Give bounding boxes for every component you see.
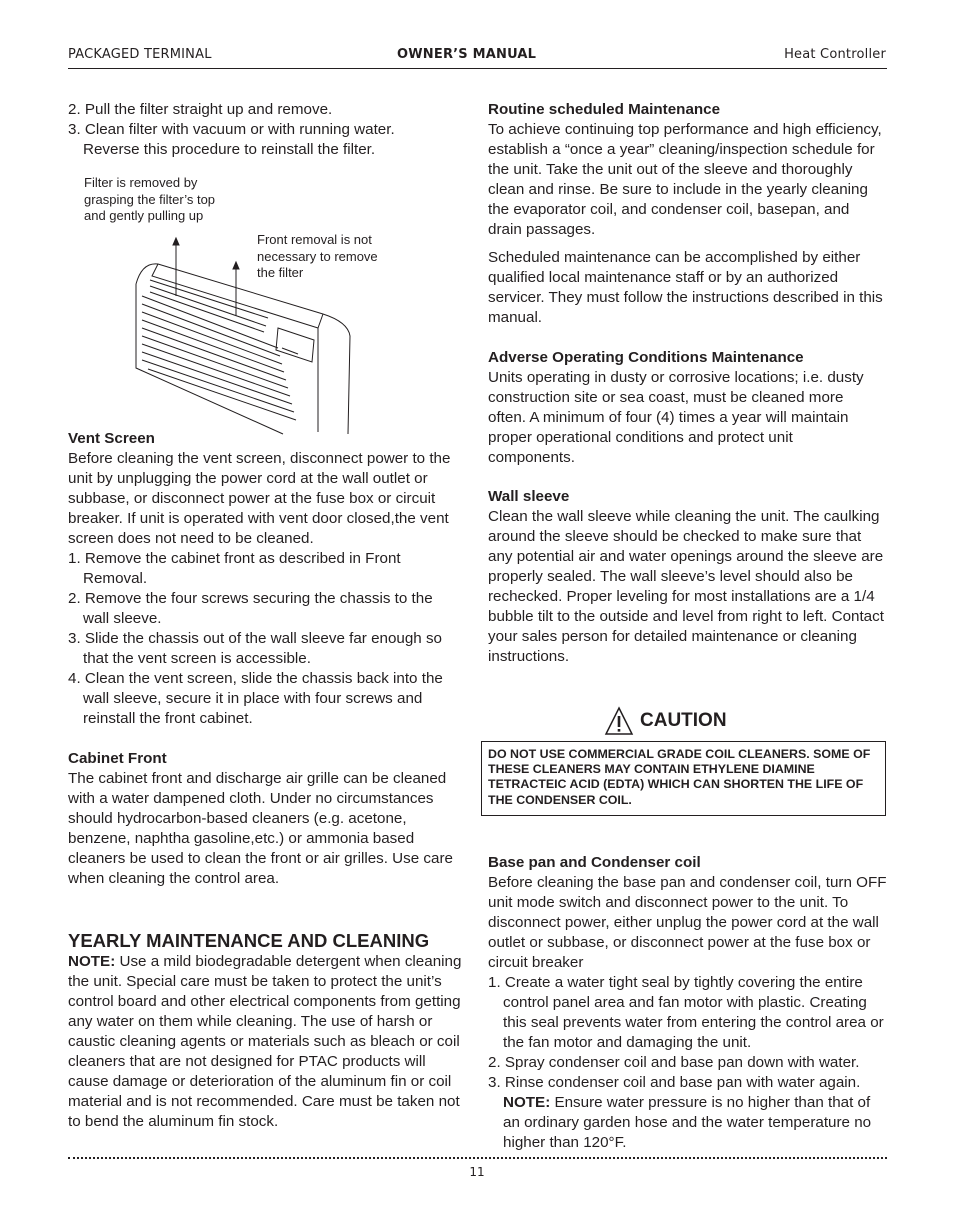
vent-screen-heading: Vent Screen	[68, 430, 155, 447]
footer-rule	[68, 1157, 887, 1159]
base-pan-step-3: 3. Rinse condenser coil and base pan with water again.	[488, 1074, 861, 1091]
caution-header	[604, 706, 727, 736]
base-pan-heading: Base pan and Condenser coil	[488, 854, 701, 871]
note-label: NOTE:	[503, 1094, 551, 1111]
base-pan-step-1: 1. Create a water tight seal by tightly covering the entire control panel area and fan motor with plastic. Creating this seal prevents water from entering the control area or the fan motor and damaging the unit.	[488, 974, 884, 1051]
routine-body-1: To achieve continuing top performance and high efficiency, establish a “once a year” cleaning/inspection schedule for the unit. Take the unit out of the sleeve and thoroughly clean and rinse. Be sure to include in the yearly cleaning the evaporator coil, and condenser coil, basepan, and drain passages.	[488, 121, 882, 238]
base-pan-step-2: 2. Spray condenser coil and base pan down with water.	[488, 1054, 860, 1071]
vent-screen-step: 4. Clean the vent screen, slide the chassis back into the wall sleeve, secure it in place with four screws and reinstall the front cabinet.	[68, 670, 443, 727]
page-number: 11	[469, 1165, 485, 1179]
caution-title: CAUTION	[640, 710, 727, 731]
wall-sleeve-body: Clean the wall sleeve while cleaning the unit. The caulking around the sleeve should be checked to make sure that any potential air and water openings around the sleeve are properly sealed. The wall sleeve’s level should also be rechecked. Proper leveling for most installations are a 1/4 bubble tilt to the outside and level from right to left. Contact your sales person for detailed maintenance or cleaning instructions.	[488, 508, 884, 665]
header-left: PACKAGED TERMINAL	[68, 47, 212, 62]
vent-screen-section	[68, 429, 468, 729]
caution-text: DO NOT USE COMMERCIAL GRADE COIL CLEANERS. SOME OF THESE CLEANERS MAY CONTAIN ETHYLENE DIAMINE TETRACTEIC ACID (EDTA) WHICH CAN SHORTEN THE LIFE OF THE CONDENSER COIL.	[488, 747, 871, 807]
wall-sleeve-heading: Wall sleeve	[488, 488, 570, 505]
header-title: OWNER’S MANUAL	[397, 47, 537, 62]
figure-caption-left: Filter is removed by grasping the filter’s top and gently pulling up	[84, 175, 216, 223]
figure-caption-right: Front removal is not necessary to remove the filter	[257, 232, 378, 280]
header-rule	[68, 68, 887, 69]
base-pan-body: Before cleaning the base pan and condenser coil, turn OFF unit mode switch and disconnect power to the unit. To disconnect power, either unplug the power cord at the wall outlet or subbase, or disconnect power at the fuse box or circuit breaker	[488, 874, 887, 971]
routine-section	[488, 100, 886, 328]
yearly-body: NOTE: Use a mild biodegradable detergent when cleaning the unit. Special care must be taken to protect the unit’s control board and other electrical components from getting any water on them while cleaning. The use of harsh or caustic cleaning agents or materials such as bleach or coil cleaners that are not designed for PTAC products will cause damage or deterioration of the aluminum fin or coil material and is not recommended. Care must be taken not to bend the aluminum fin stock.	[68, 953, 462, 1130]
adverse-body: Units operating in dusty or corrosive locations; i.e. dusty construction site or sea coast, must be cleaned more often. A minimum of four (4) times a year will maintain proper operational conditions and protect unit components.	[488, 369, 864, 466]
filter-step-3: 3. Clean filter with vacuum or with running water. Reverse this procedure to reinstall the filter.	[68, 121, 395, 158]
routine-body-2: Scheduled maintenance can be accomplished by either qualified local maintenance staff or by an authorized servicer. They must follow the instructions described in this manual.	[488, 249, 883, 326]
wall-sleeve-section	[488, 487, 886, 667]
caution-box	[481, 741, 886, 816]
filter-steps	[68, 100, 468, 160]
vent-screen-step: 1. Remove the cabinet front as described in Front Removal.	[68, 550, 401, 587]
cabinet-front-body: The cabinet front and discharge air grille can be cleaned with a water dampened cloth. Under no circumstances should hydrocarbon-based cleaners (e.g. acetone, benzene, naphtha gasoline,etc.) or ammonia based cleaners be used to clean the front or air grilles. Use care when cleaning the control area.	[68, 770, 453, 887]
note-label: NOTE:	[68, 953, 116, 970]
header-right: Heat Controller	[784, 47, 886, 62]
adverse-section	[488, 348, 880, 468]
adverse-heading: Adverse Operating Conditions Maintenance	[488, 349, 804, 366]
base-pan-note: NOTE: Ensure water pressure is no higher than that of an ordinary garden hose and the water temperature no higher than 120°F.	[503, 1094, 872, 1151]
routine-heading: Routine scheduled Maintenance	[488, 101, 721, 118]
vent-screen-step: 3. Slide the chassis out of the wall sleeve far enough so that the vent screen is accessible.	[68, 630, 443, 667]
warning-icon	[604, 706, 634, 736]
cabinet-front-section	[68, 749, 468, 889]
vent-screen-body: Before cleaning the vent screen, disconnect power to the unit by unplugging the power cord at the wall outlet or subbase, or disconnect power at the fuse box or circuit breaker. If unit is operated with vent door closed,the vent screen does not need to be cleaned.	[68, 450, 451, 547]
base-pan-section	[488, 853, 888, 1153]
vent-screen-step: 2. Remove the four screws securing the chassis to the wall sleeve.	[68, 590, 433, 627]
ptac-unit-illustration	[128, 236, 358, 436]
filter-step-2: 2. Pull the filter straight up and remove.	[68, 101, 333, 118]
yearly-maintenance-section	[68, 930, 464, 1132]
cabinet-front-heading: Cabinet Front	[68, 750, 167, 767]
yearly-heading: YEARLY MAINTENANCE AND CLEANING	[68, 930, 430, 951]
